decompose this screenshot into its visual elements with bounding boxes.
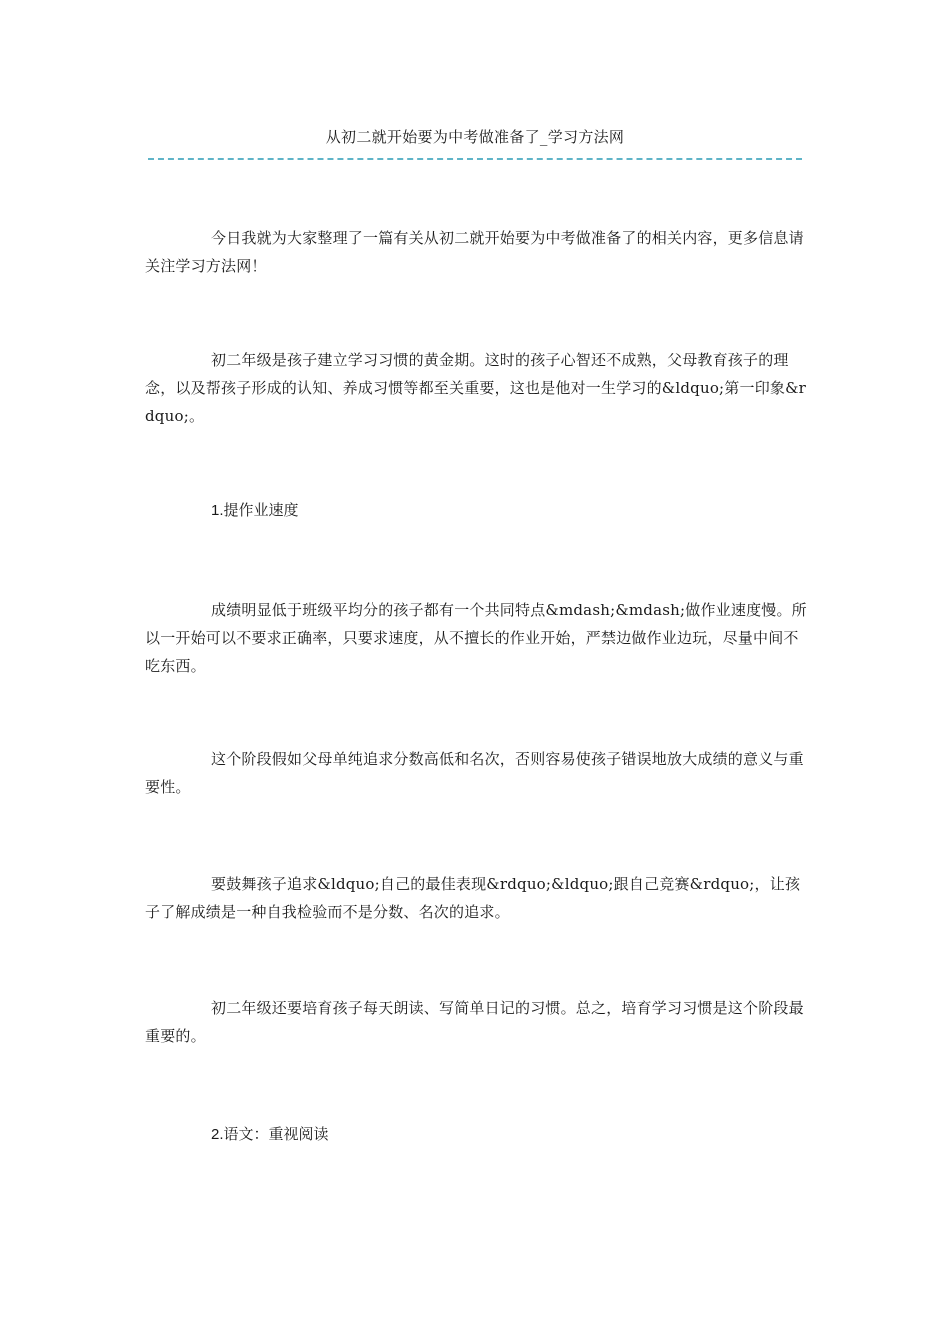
paragraph-intro: 今日我就为大家整理了一篇有关从初二就开始要为中考做准备了的相关内容，更多信息请关注学习方法网！ [145, 229, 804, 275]
paragraph-reading-habit: 初二年级还要培育孩子每天朗读、写简单日记的习惯。总之，培育学习习惯是这个阶段最重要的。 [145, 999, 804, 1045]
page-title: 从初二就开始要为中考做准备了_学习方法网 [325, 128, 625, 146]
paragraph-score-pursuit: 这个阶段假如父母单纯追求分数高低和名次，否则容易使孩子错误地放大成绩的意义与重要性。 [145, 750, 804, 796]
section-heading-homework-speed: 1.提作业速度 [211, 502, 299, 519]
paragraph-encourage: 要鼓舞孩子追求&ldquo;自己的最佳表现&rdquo;&ldquo;跟自己竞赛&rdquo;，让孩子了解成绩是一种自我检验而不是分数、名次的追求。 [145, 875, 801, 921]
section-heading-chinese-reading: 2.语文：重视阅读 [211, 1126, 329, 1143]
title-divider [148, 158, 802, 160]
paragraph-homework-speed: 成绩明显低于班级平均分的孩子都有一个共同特点&mdash;&mdash;做作业速度慢。所以一开始可以不要求正确率，只要求速度，从不擅长的作业开始，严禁边做作业边玩，尽量中间不吃东西。 [145, 601, 807, 675]
paragraph-golden-period: 初二年级是孩子建立学习习惯的黄金期。这时的孩子心智还不成熟，父母教育孩子的理念，以及帮孩子形成的认知、养成习惯等都至关重要，这也是他对一生学习的&ldquo;第一印象&rdquo;。 [145, 351, 807, 425]
